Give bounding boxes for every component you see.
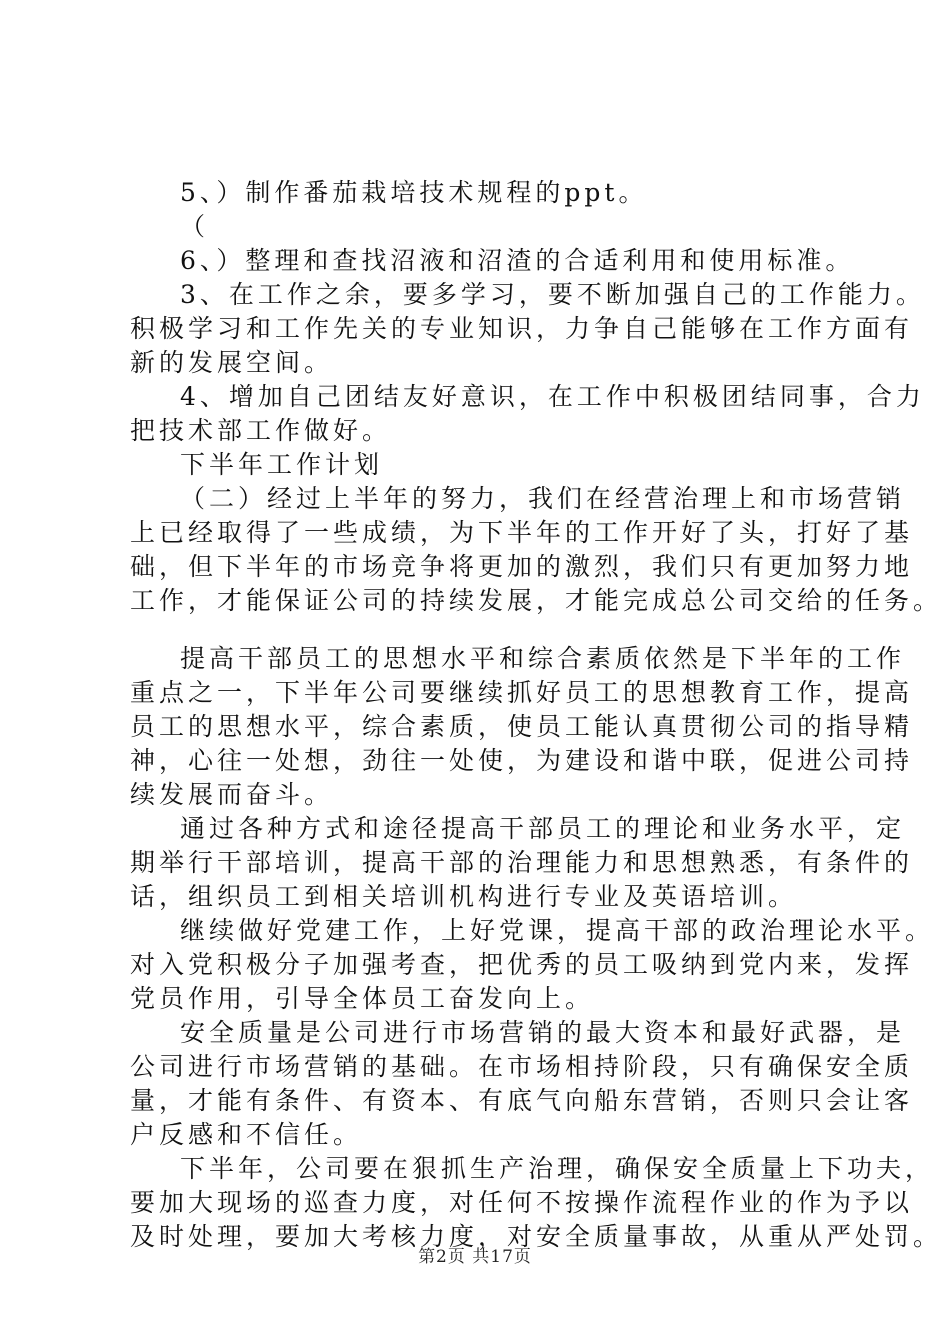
text-line: 把技术部工作做好。: [130, 416, 392, 445]
text-line: 6、）整理和查找沼液和沼渣的合适利用和使用标准。: [180, 246, 855, 275]
page-number-footer: 第2页 共17页: [418, 1247, 532, 1267]
text-line: 神，心往一处想，劲往一处使，为建设和谐中联，促进公司持: [130, 746, 914, 775]
text-line: 期举行干部培训，提高干部的治理能力和思想熟悉，有条件的: [130, 848, 914, 877]
text-line: 4、增加自己团结友好意识，在工作中积极团结同事，合力: [180, 382, 925, 411]
text-line: （: [180, 212, 210, 241]
text-line: 通过各种方式和途径提高干部员工的理论和业务水平，定: [180, 814, 906, 843]
text-line: 员工的思想水平，综合素质，使员工能认真贯彻公司的指导精: [130, 712, 914, 741]
text-line: 提高干部员工的思想水平和综合素质依然是下半年的工作: [180, 644, 906, 673]
text-line: 量，才能有条件、有资本、有底气向船东营销，否则只会让客: [130, 1086, 914, 1115]
text-line: 3、在工作之余，要多学习，要不断加强自己的工作能力。: [180, 280, 925, 309]
text-line: 5、）制作番茄栽培技术规程的ppt。: [180, 178, 648, 207]
text-line: （二）经过上半年的努力，我们在经营治理上和市场营销: [180, 484, 906, 513]
text-line: 新的发展空间。: [130, 348, 334, 377]
text-line: 及时处理，要加大考核力度，对安全质量事故，从重从严处罚。: [130, 1222, 943, 1251]
text-line: 话，组织员工到相关培训机构进行专业及英语培训。: [130, 882, 798, 911]
text-line: 公司进行市场营销的基础。在市场相持阶段，只有确保安全质: [130, 1052, 914, 1081]
text-line: 党员作用，引导全体员工奋发向上。: [130, 984, 595, 1013]
section-heading: 下半年工作计划: [180, 450, 384, 479]
text-line: 积极学习和工作先关的专业知识，力争自己能够在工作方面有: [130, 314, 914, 343]
text-line: 上已经取得了一些成绩，为下半年的工作开好了头，打好了基: [130, 518, 914, 547]
text-line: 下半年，公司要在狠抓生产治理，确保安全质量上下功夫，: [180, 1154, 935, 1183]
text-line: 继续做好党建工作，上好党课，提高干部的政治理论水平。: [180, 916, 935, 945]
text-line: 工作，才能保证公司的持续发展，才能完成总公司交给的任务。: [130, 586, 943, 615]
text-line: 对入党积极分子加强考查，把优秀的员工吸纳到党内来，发挥: [130, 950, 914, 979]
text-line: 户反感和不信任。: [130, 1120, 363, 1149]
text-line: 安全质量是公司进行市场营销的最大资本和最好武器，是: [180, 1018, 906, 1047]
text-line: 础，但下半年的市场竞争将更加的激烈，我们只有更加努力地: [130, 552, 914, 581]
text-line: 重点之一，下半年公司要继续抓好员工的思想教育工作，提高: [130, 678, 914, 707]
text-line: 续发展而奋斗。: [130, 780, 334, 809]
text-line: 要加大现场的巡查力度，对任何不按操作流程作业的作为予以: [130, 1188, 914, 1217]
